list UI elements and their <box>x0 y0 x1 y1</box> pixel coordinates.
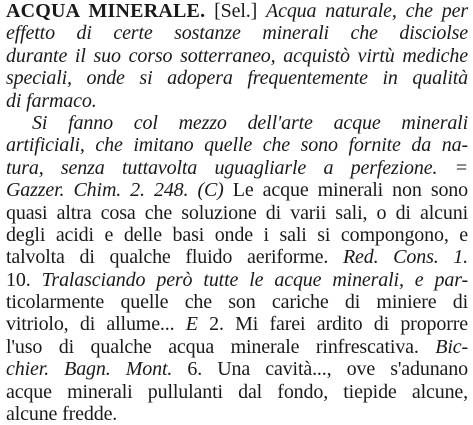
entry-line <box>6 202 468 224</box>
entry-text: Gazzer. Chim. 2. 248. (C) <box>6 179 233 202</box>
entry-text: Red. Cons. 1. <box>342 246 468 269</box>
entry-line <box>6 358 468 380</box>
entry-line <box>6 45 468 67</box>
entry-text: l'uso di qualche acqua minerale rinfrescativa. <box>6 335 436 358</box>
entry-text: talvolta di qualche fluido aeriforme. <box>6 246 343 269</box>
entry-line <box>6 179 468 201</box>
entry-line <box>6 291 468 313</box>
entry-line <box>6 0 468 22</box>
entry-text: Bic- <box>435 335 468 358</box>
entry-text: Le acque minerali non sono <box>232 179 469 202</box>
entry-text: tura, senza tuttavolta uguagliarle a perfezione. = <box>6 156 468 179</box>
entry-text: Si fanno col mezzo dell'arte acque minerali <box>32 111 468 134</box>
entry-line <box>6 134 468 156</box>
entry-text: vitriolo, di allume... <box>6 313 186 336</box>
entry-text: durante il suo corso sotterraneo, acquistò virtù mediche <box>6 44 468 67</box>
entry-text: alcune fredde. <box>6 403 118 425</box>
entry-text: effetto di certe sostanze minerali che disciolse <box>6 22 468 45</box>
entry-line <box>6 157 468 179</box>
entry-text: acque minerali pullulanti dal fondo, tiepide alcune, <box>6 380 468 403</box>
entry-text: Tralasciando però tutte le acque minerali, e par- <box>41 268 468 291</box>
entry-line <box>6 313 468 335</box>
entry-line <box>6 22 468 44</box>
entry-text: 6. Una cavità..., ove s'adunano <box>187 358 468 381</box>
entry-text: ticolarmente quelle che son cariche di miniere di <box>6 291 468 314</box>
entry-line <box>6 90 468 112</box>
entry-line <box>6 246 468 268</box>
entry-line <box>6 224 468 246</box>
entry-text: speciali, onde si adopera frequentemente in qualità <box>6 67 468 90</box>
entry-text: artificiali, che imitano quelle che sono fornite da na- <box>6 134 468 157</box>
entry-text: E <box>185 313 210 336</box>
entry-line <box>6 403 468 425</box>
entry-text: 2. Mi farei ardito di proporre <box>209 313 468 336</box>
entry-text: di farmaco. <box>6 89 97 112</box>
entry-line <box>6 67 468 89</box>
entry-text: [Sel.] <box>205 0 267 22</box>
entry-line <box>6 336 468 358</box>
entry-text: quasi altra cosa che soluzione di varii sali, o di alcuni <box>6 201 468 224</box>
entry-line <box>6 381 468 403</box>
entry-text: Acqua naturale, che per <box>266 0 468 22</box>
entry-text: degli acidi e delle basi onde i sali si compongono, e <box>6 223 468 246</box>
headword: ACQUA MINERALE. <box>6 0 206 22</box>
dictionary-entry <box>6 0 468 425</box>
entry-line <box>6 269 468 291</box>
entry-line <box>6 112 468 134</box>
entry-text: chier. Bagn. Mont. <box>6 358 188 381</box>
entry-text: 10. <box>6 268 42 291</box>
